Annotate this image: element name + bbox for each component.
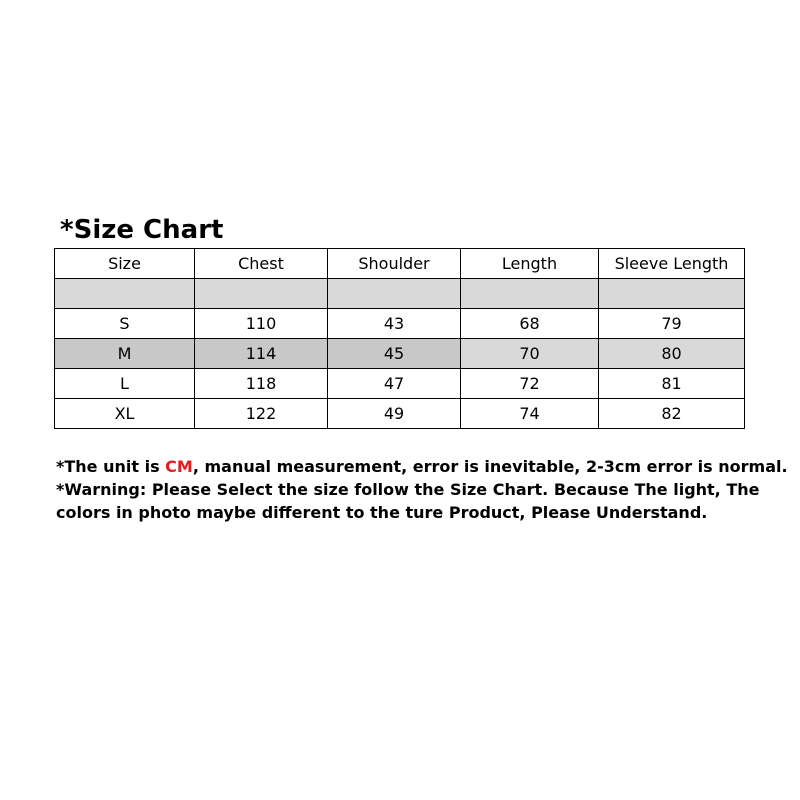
table-cell: [195, 279, 328, 309]
table-cell: 122: [195, 399, 328, 429]
table-cell: 114: [195, 339, 328, 369]
table-row: [55, 399, 745, 429]
table-cell: 72: [461, 369, 599, 399]
table-cell: S: [55, 309, 195, 339]
table-cell: [328, 279, 461, 309]
unit-note-prefix: *The unit is: [56, 457, 166, 476]
table-row: [55, 339, 745, 369]
table-cell: 47: [328, 369, 461, 399]
header-shoulder: Shoulder: [328, 249, 461, 279]
size-table: [54, 248, 745, 429]
table-cell: 74: [461, 399, 599, 429]
warning-note-line1: *Warning: Please Select the size follow the Size Chart. Because The light, The: [56, 480, 760, 499]
table-cell: 49: [328, 399, 461, 429]
table-cell: [55, 279, 195, 309]
table-row: [55, 369, 745, 399]
table-cell: [461, 279, 599, 309]
table-cell: [599, 279, 745, 309]
table-row: [55, 309, 745, 339]
table-cell: 110: [195, 309, 328, 339]
table-cell: 43: [328, 309, 461, 339]
header-chest: Chest: [195, 249, 328, 279]
table-cell: L: [55, 369, 195, 399]
table-cell: 80: [599, 339, 745, 369]
header-sleeve-length: Sleeve Length: [599, 249, 745, 279]
table-cell: 82: [599, 399, 745, 429]
unit-highlight: CM: [165, 457, 193, 476]
table-cell: 118: [195, 369, 328, 399]
unit-note-suffix: , manual measurement, error is inevitable, 2-3cm error is normal.: [192, 457, 788, 476]
table-row-blank: [55, 279, 745, 309]
table-cell: M: [55, 339, 195, 369]
table-cell: 45: [328, 339, 461, 369]
header-size: Size: [55, 249, 195, 279]
unit-note: [56, 455, 788, 478]
size-chart-title: *Size Chart: [60, 215, 224, 245]
table-cell: XL: [55, 399, 195, 429]
header-length: Length: [461, 249, 599, 279]
table-cell: 81: [599, 369, 745, 399]
table-cell: 79: [599, 309, 745, 339]
table-cell: 70: [461, 339, 599, 369]
table-cell: 68: [461, 309, 599, 339]
warning-note-line2: colors in photo maybe different to the ture Product, Please Understand.: [56, 503, 708, 522]
table-header-row: [55, 249, 745, 279]
notes-block: [56, 455, 788, 524]
